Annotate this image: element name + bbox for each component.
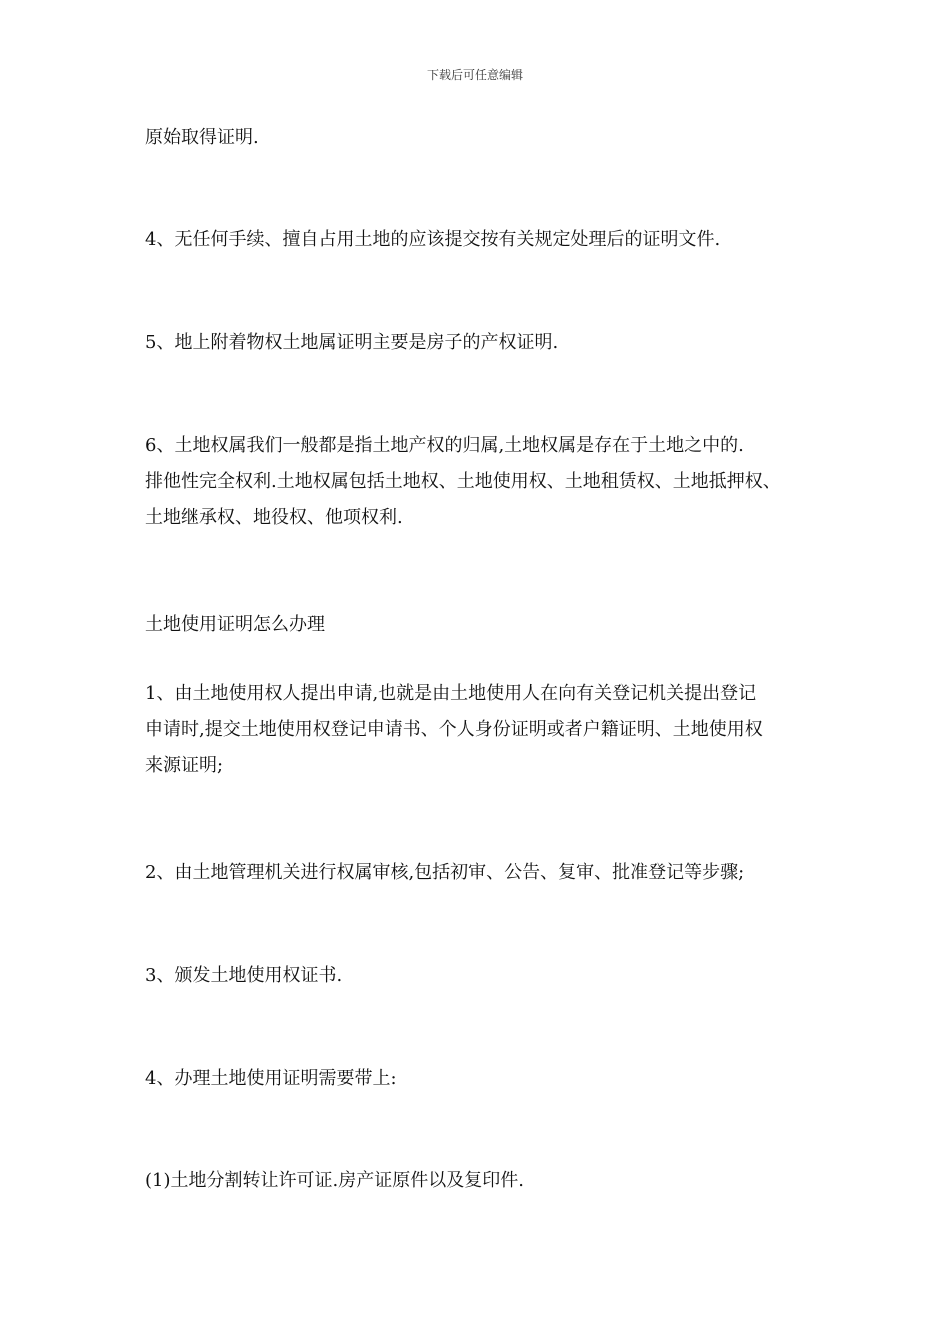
paragraph-substep-1 [145, 1163, 825, 1199]
text-line: 土地继承权、地役权、他项权利. [145, 507, 403, 528]
text-line: 2、由土地管理机关进行权属审核,包括初审、公告、复审、批准登记等步骤; [145, 862, 745, 883]
text-line: 原始取得证明. [145, 127, 259, 148]
paragraph-step-2 [145, 855, 825, 891]
paragraph-step-3 [145, 958, 825, 994]
paragraph-item-6 [145, 428, 825, 536]
text-line: 4、无任何手续、擅自占用土地的应该提交按有关规定处理后的证明文件. [145, 229, 721, 250]
text-line: 1、由土地使用权人提出申请,也就是由土地使用人在向有关登记机关提出登记 [145, 683, 757, 704]
heading-line: 土地使用证明怎么办理 [145, 614, 325, 635]
text-line: 4、办理土地使用证明需要带上: [145, 1068, 397, 1089]
paragraph-item-5 [145, 325, 825, 361]
text-line: 排他性完全权利.土地权属包括土地权、土地使用权、土地租赁权、土地抵押权、 [145, 471, 781, 492]
section-heading [145, 607, 825, 643]
text-line: 3、颁发土地使用权证书. [145, 965, 343, 986]
paragraph-step-4 [145, 1061, 825, 1097]
text-line: 6、土地权属我们一般都是指土地产权的归属,土地权属是存在于土地之中的. [145, 435, 744, 456]
text-line: 5、地上附着物权土地属证明主要是房子的产权证明. [145, 332, 559, 353]
text-line: 来源证明; [145, 755, 224, 776]
paragraph-item-4 [145, 222, 825, 258]
paragraph-step-1 [145, 676, 825, 784]
text-line: 申请时,提交土地使用权登记申请书、个人身份证明或者户籍证明、土地使用权 [145, 719, 763, 740]
text-line: (1)土地分割转让许可证.房产证原件以及复印件. [145, 1170, 524, 1191]
paragraph-original-acquisition [145, 120, 825, 156]
page-header-note: 下载后可任意编辑 [426, 68, 523, 82]
